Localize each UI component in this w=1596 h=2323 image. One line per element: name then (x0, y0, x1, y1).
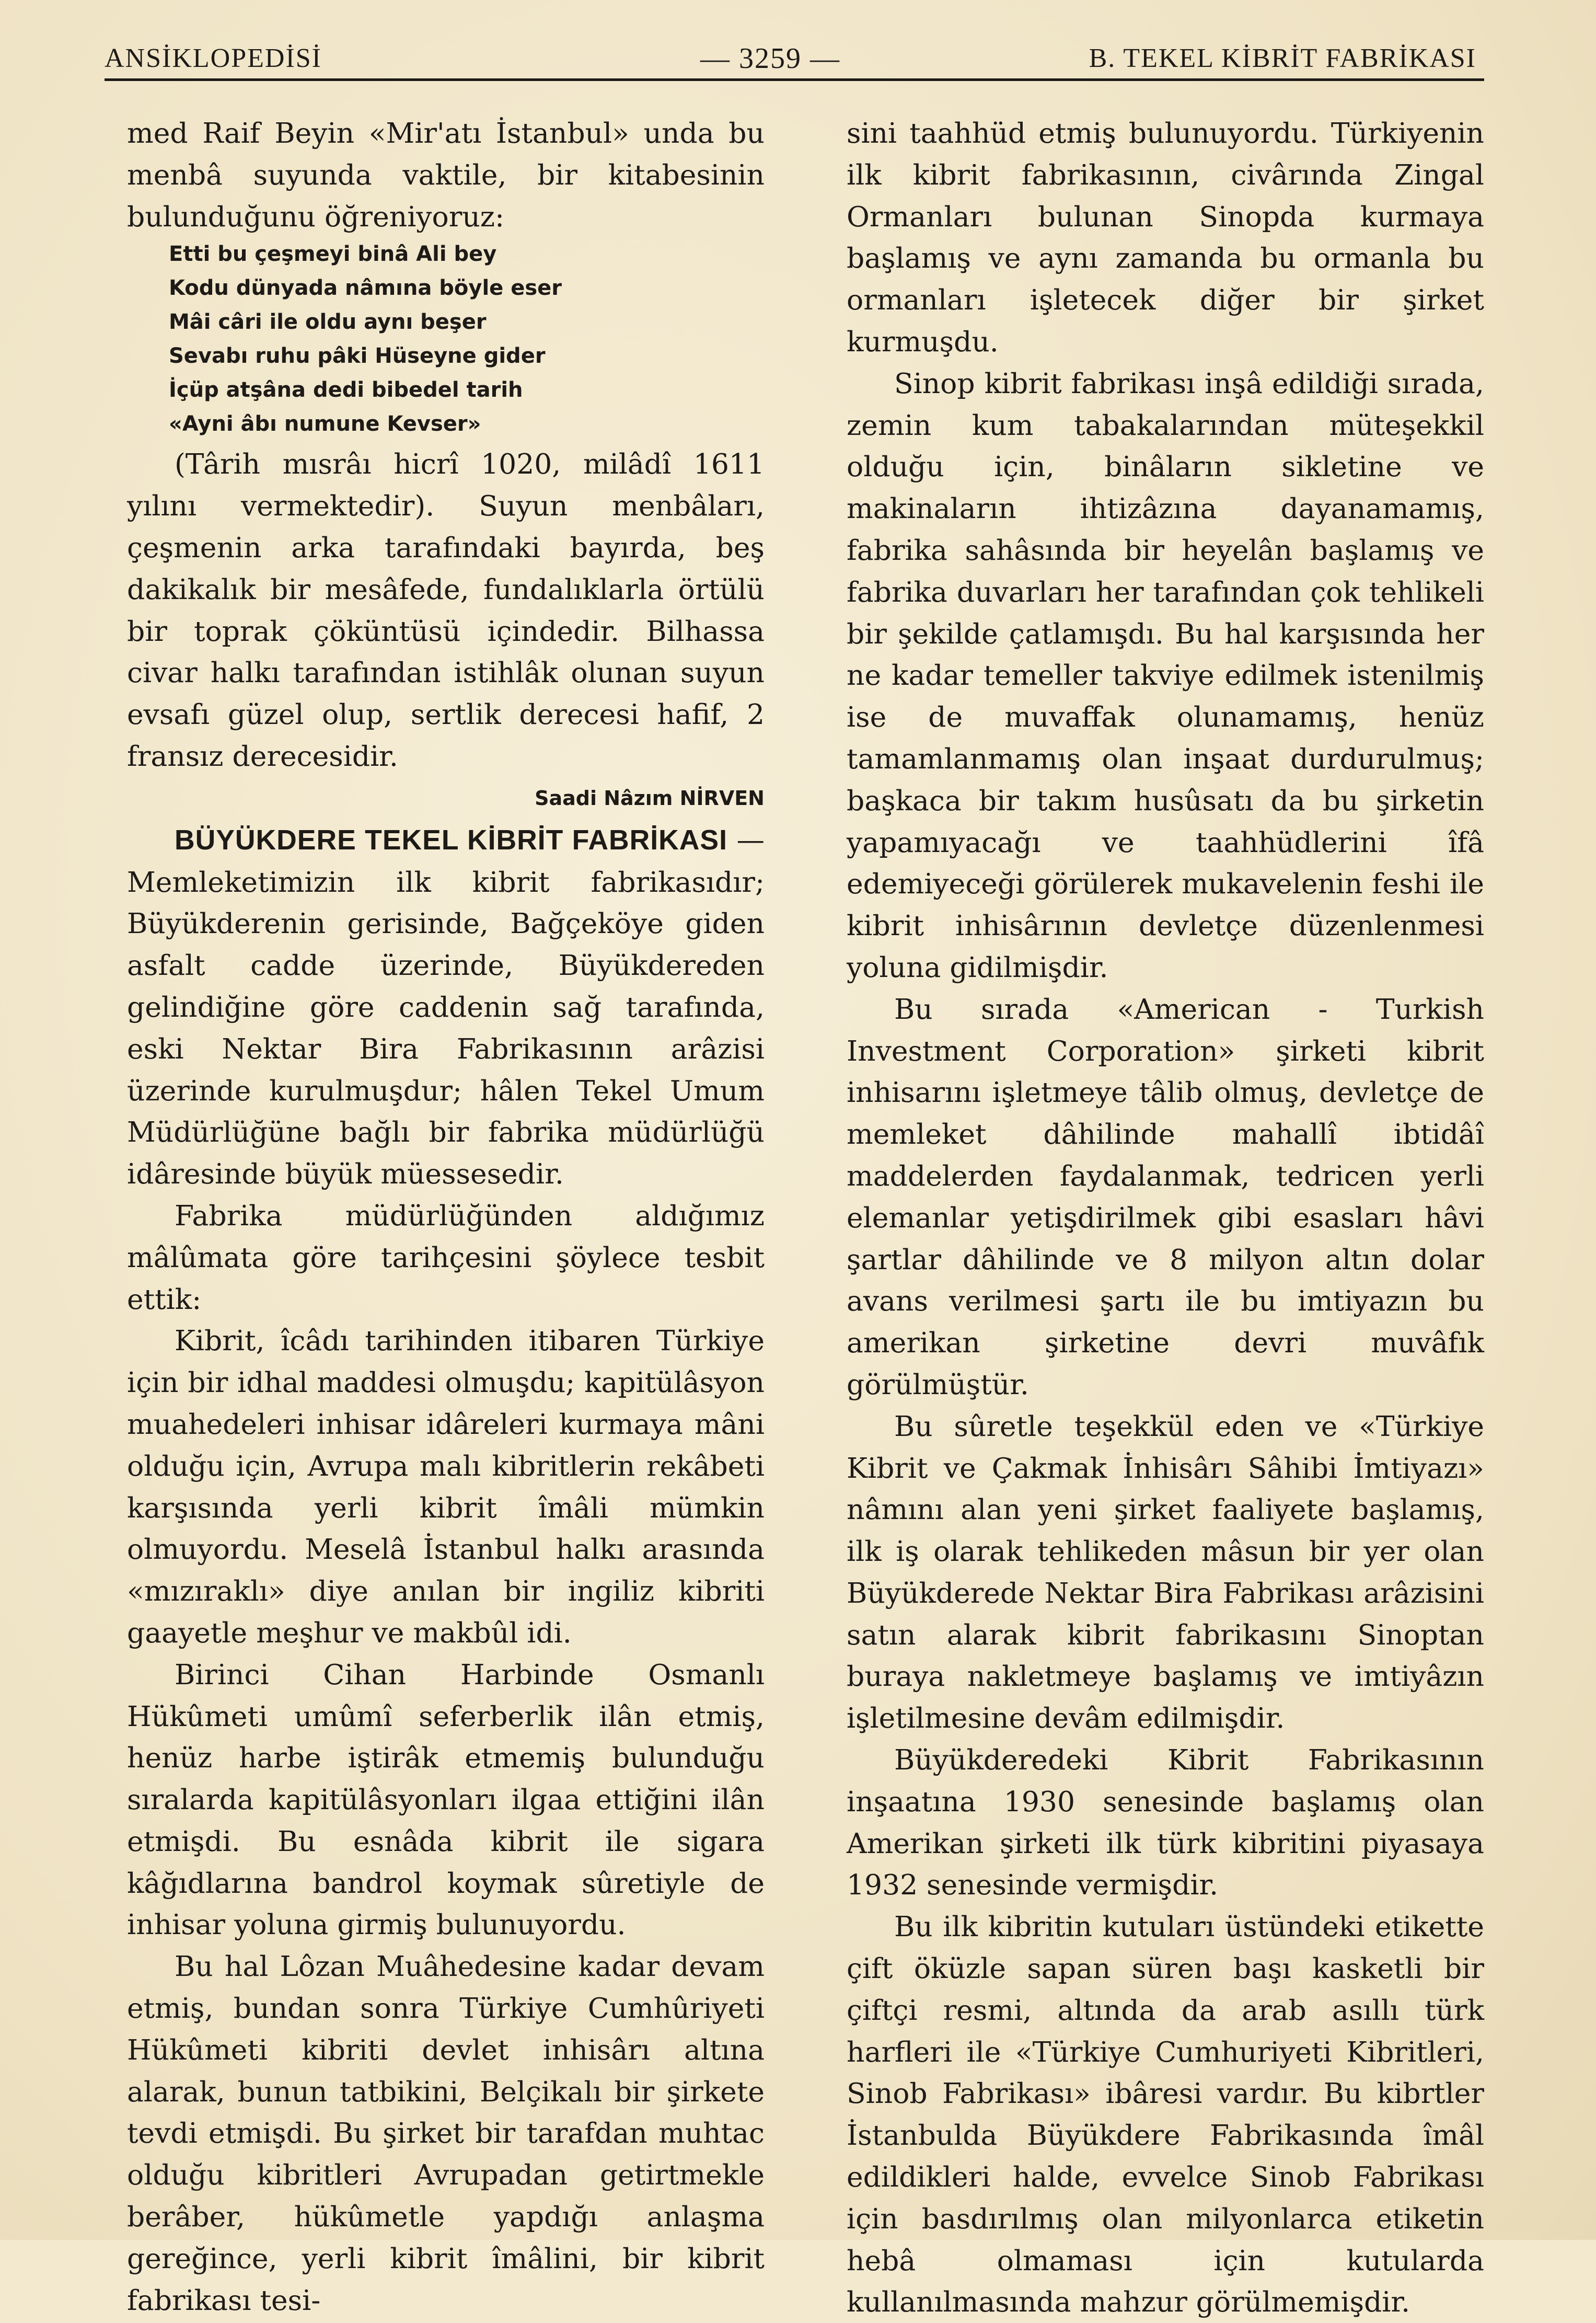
poem-line: Kodu dünyada nâmına böyle eser (169, 276, 562, 301)
poem-line: İçüp atşâna dedi bibedel tarih (169, 378, 523, 402)
running-head (105, 37, 1476, 78)
paragraph: Bu sûretle teşekkül eden ve «Türkiye Kibrit ve Çakmak İnhisârı Sâhibi İmtiyazı» nâmını alan yeni şirket faaliyete başlamış, ilk iş olarak tehlikeden mâsun bir yer olan Büyükderede Nektar Bira Fabrikası arâzisini satın alarak kibrit fabrikasını Sinoptan buraya nakletmeye başlamış ve imtiyâzın işletilmesine devâm edilmişdir. (847, 1409, 1484, 1735)
author-signature: Saadi Nâzım NİRVEN (535, 786, 765, 810)
poem-line: Mâi câri ile oldu aynı beşer (169, 310, 487, 335)
left-column (127, 112, 765, 2321)
entry-headword: BÜYÜKDERE TEKEL KİBRİT FABRİKASI (174, 824, 727, 856)
paragraph: Sinop kibrit fabrikası inşâ edildiği sırada, zemin kum tabakalarından müteşekkil olduğu için, binâların sikletine ve makinaların ihtizâzına dayanamamış, fabrika sahâsında bir heyelân başlamış ve fabrika duvarları her tarafından çok tehlikeli bir şekilde çatlamışdı. Bu hal karşısında her ne kadar temeller takviye edilmek istenilmiş ise de muvaffak olunamamış, henüz tamamlanmamış olan inşaat durdurulmuş; başkaca bir takım husûsatı da bu şirketin yapamıyacağı ve taahhüdlerini îfâ edemiyeceği görülerek mukavelenin feshi ile kibrit inhisârının devletçe düzenlenmesi yoluna gidilmişdir. (847, 366, 1484, 984)
paragraph: Kibrit, îcâdı tarihinden itibaren Türkiye için bir idhal maddesi olmuşdu; kapitülâsyon muahedeleri inhisar idâreleri kurmaya mâni olduğu için, Avrupa malı kibritlerin rekâbeti karşısında yerli kibrit îmâli mümkin olmuyordu. Meselâ İstanbul halkı arasında «mızıraklı» diye anılan bir ingiliz kibriti gaayetle meşhur ve makbûl idi. (127, 1324, 765, 1649)
paragraph: Büyükderedeki Kibrit Fabrikasının inşaatına 1930 senesinde başlamış olan Amerikan şirketi ilk türk kibritini piyasaya 1932 senesinde vermişdir. (847, 1743, 1484, 1902)
entry-paragraph (127, 819, 765, 1195)
paragraph: sini taahhüd etmiş bulunuyordu. Türkiyenin ilk kibrit fabrikasının, civârında Zingal Ormanları bulunan Sinopda kurmaya başlamış ve aynı zamanda bu ormanla bu ormanları işletecek diğer bir şirket kurmuşdu. (847, 117, 1484, 358)
entry-headword-text: — Memleketimizin ilk kibrit fabrikasıdır; Büyükderenin gerisinde, Bağçeköye giden asfalt cadde üzerinde, Büyükdereden gelindiğine göre caddenin sağ tarafında, eski Nektar Bira Fabrikasının arâzisi üzerinde kurulmuşdur; hâlen Tekel Umum Müdürlüğüne bağlı bir fabrika müdürlüğü idâresinde büyük müessesedir. (127, 823, 765, 1191)
paragraph: Fabrika müdürlüğünden aldığımız mâlûmata göre tarihçesini şöylece tesbit ettik: (127, 1199, 765, 1316)
right-column (847, 112, 1484, 2323)
intro-paragraph: med Raif Beyin «Mir'atı İstanbul» unda bu menbâ suyunda vaktile, bir kitabesinin bulunduğunu öğreniyoruz: (127, 117, 765, 233)
page-number: — 3259 — (700, 42, 840, 75)
header-rule (105, 78, 1484, 81)
inscription-poem (169, 237, 765, 441)
poem-line: Sevabı ruhu pâki Hüseyne gider (169, 344, 546, 369)
poem-line: «Ayni âbı numune Kevser» (169, 412, 481, 436)
paragraph: Bu hal Lôzan Muâhedesine kadar devam etmiş, bundan sonra Türkiye Cumhûriyeti Hükûmeti kibriti devlet inhisârı altına alarak, bunun tatbikini, Belçikalı bir şirkete tevdi etmişdi. Bu şirket bir tarafdan muhtac olduğu kibritleri Avrupadan getirtmekle berâber, hükûmetle yapdığı anlaşma gereğince, yerli kibrit îmâlini, bir kibrit fabrikası tesi- (127, 1950, 765, 2317)
paragraph: Bu sırada «American - Turkish Investment Corporation» şirketi kibrit inhisarını işletmeye tâlib olmuş, devletçe de memleket dâhilinde mahallî ibtidâî maddelerden faydalanmak, tedricen yerli elemanlar yetişdirilmek gibi esasları hâvi şartlar dâhilinde ve 8 milyon altın dolar avans verilmesi şartı ile bu imtiyazın bu amerikan şirketine devri muvâfık görülmüştür. (847, 992, 1484, 1401)
header-right: B. TEKEL KİBRİT FABRİKASI (1089, 43, 1476, 73)
paragraph: Birinci Cihan Harbinde Osmanlı Hükûmeti umûmî seferberlik ilân etmiş, henüz harbe iştirâk etmemiş bulunduğu sıralarda kapitülâsyonları ilgaa ettiğini ilân etmişdi. Bu esnâda kibrit ile sigara kâğıdlarına bandrol koymak sûretiyle de inhisar yoluna girmiş bulunuyordu. (127, 1658, 765, 1941)
paragraph: Bu ilk kibritin kutuları üstündeki etikette çift öküzle sapan süren başı kasketli bir çiftçi resmi, altında da arab asıllı türk harfleri ile «Türkiye Cumhuriyeti Kibritleri, Sinob Fabrikası» ibâresi vardır. Bu kibrtler İstanbulda Büyükdere Fabrikasında îmâl edildikleri halde, evvelce Sinob Fabrikası için basdırılmış olan milyonlarca etiketin hebâ olmaması için kutularda kullanılmasında mahzur görülmemişdir. (847, 1910, 1484, 2319)
poem-line: Etti bu çeşmeyi binâ Ali bey (169, 242, 497, 267)
after-poem-paragraph: (Târih mısrâı hicrî 1020, milâdî 1611 yılını vermektedir). Suyun menbâları, çeşmenin arka tarafındaki bayırda, beş dakikalık bir mesâfede, fundalıklarla örtülü bir toprak çöküntüsü içindedir. Bilhassa civar halkı tarafından istihlâk olunan suyun evsafı güzel olup, sertlik derecesi hafif, 2 fransız derecesidir. (127, 447, 765, 773)
header-left: ANSİKLOPEDİSİ (105, 43, 322, 73)
